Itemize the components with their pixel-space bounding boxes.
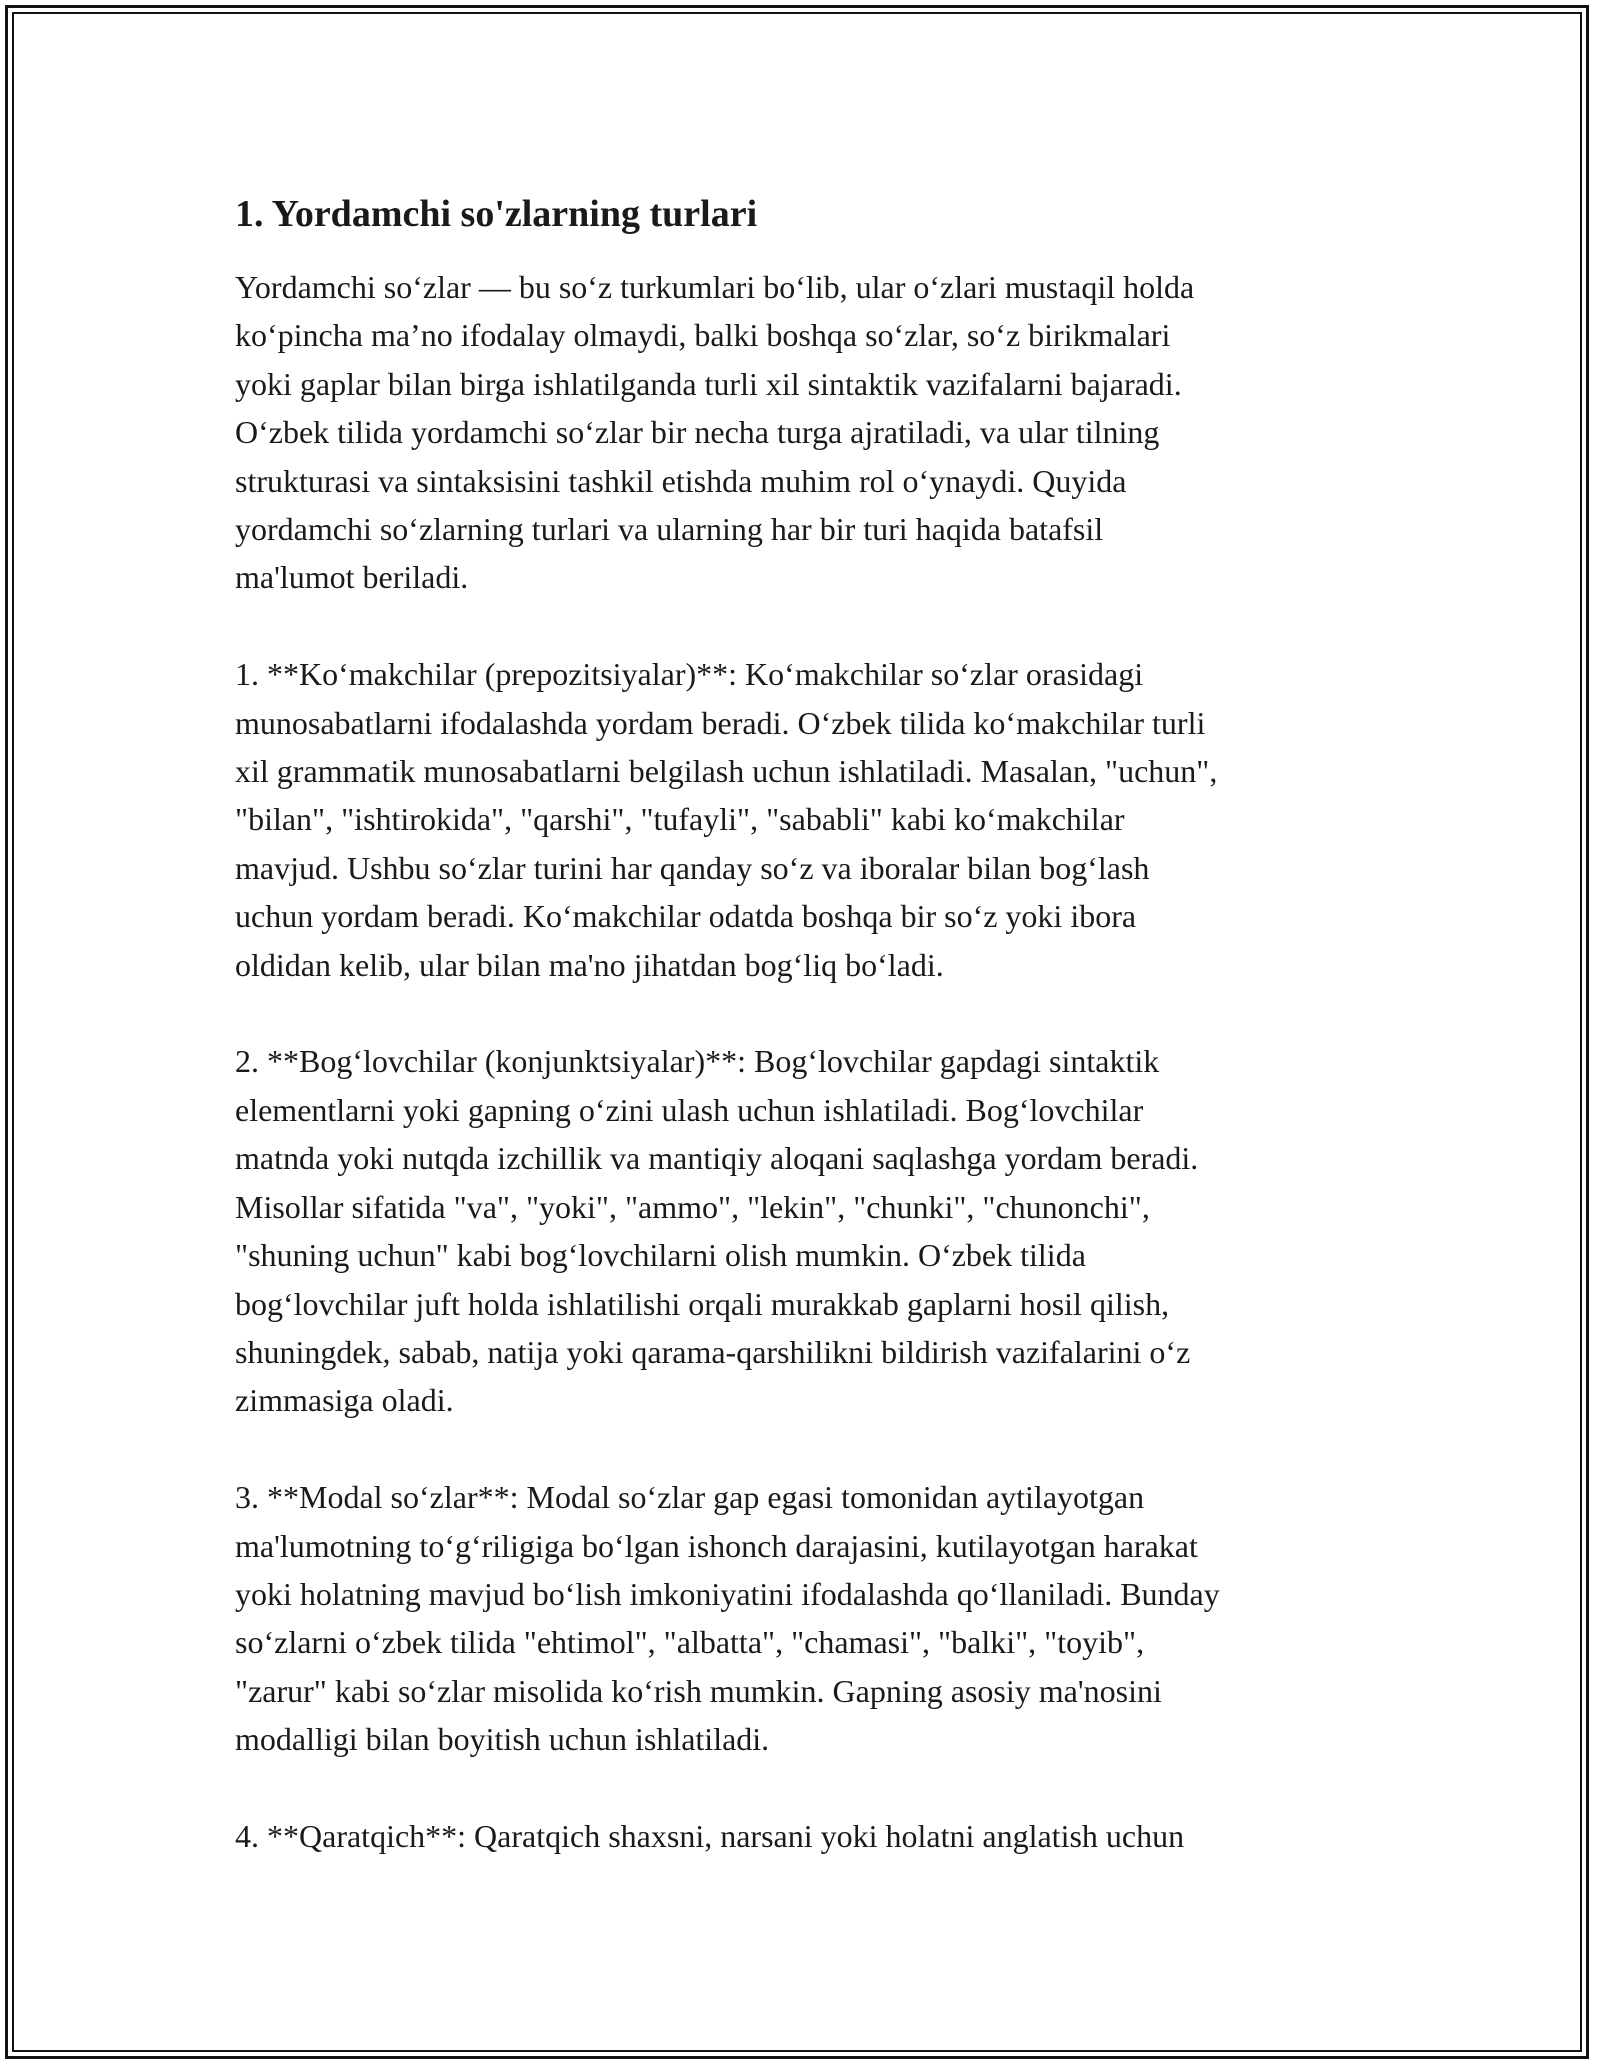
text-line: modalligi bilan boyitish uchun ishlatiladi. [235, 1721, 770, 1758]
text-line: strukturasi va sintaksisini tashkil etishda muhim rol oʻynaydi. Quyida [235, 462, 1127, 499]
text-line: Yordamchi soʻzlar — bu soʻz turkumlari boʻlib, ular oʻzlari mustaqil holda [235, 269, 1195, 305]
text-line: ma'lumot beriladi. [235, 559, 469, 596]
paragraph [235, 1473, 1375, 1763]
text-line: mavjud. Ushbu soʻzlar turini har qanday soʻz va iboralar bilan bogʻlash [235, 849, 1150, 886]
paragraph [235, 1812, 1375, 1860]
document-body [235, 185, 1375, 1909]
text-line: yoki holatning mavjud boʻlish imkoniyatini ifodalashda qoʻllaniladi. Bunday [235, 1575, 1220, 1612]
text-line: 3. **Modal soʻzlar**: Modal soʻzlar gap egasi tomonidan aytilayotgan [235, 1479, 1145, 1516]
text-line: shuningdek, sabab, natija yoki qarama-qarshilikni bildirish vazifalarini oʻz [235, 1333, 1191, 1370]
text-line: ma'lumotning toʻgʻriligiga boʻlgan ishonch darajasini, kutilayotgan harakat [235, 1527, 1198, 1564]
text-line: bogʻlovchilar juft holda ishlatilishi orqali murakkab gaplarni hosil qilish, [235, 1285, 1170, 1322]
text-line: "bilan", "ishtirokida", "qarshi", "tufayli", "sababli" kabi koʻmakchilar [235, 801, 1125, 838]
text-line: yoki gaplar bilan birga ishlatilganda turli xil sintaktik vazifalarni bajaradi. [235, 365, 1182, 402]
text-line: matnda yoki nutqda izchillik va mantiqiy aloqani saqlashga yordam beradi. [235, 1140, 1199, 1177]
text-line: yordamchi soʻzlarning turlari va ularning har bir turi haqida batafsil [235, 511, 1104, 548]
paragraph [235, 650, 1375, 989]
text-line: 2. **Bogʻlovchilar (konjunktsiyalar)**: Bogʻlovchilar gapdagi sintaktik [235, 1043, 1160, 1080]
section-title: 1. Yordamchi so'zlarning turlari [235, 193, 758, 235]
text-line: zimmasiga oladi. [235, 1382, 454, 1419]
text-line: xil grammatik munosabatlarni belgilash uchun ishlatiladi. Masalan, "uchun", [235, 753, 1218, 790]
text-line: oldidan kelib, ular bilan ma'no jihatdan bogʻliq boʻladi. [235, 946, 944, 983]
paragraph-list [235, 263, 1375, 1860]
text-line: koʻpincha maʼno ifodalay olmaydi, balki boshqa soʻzlar, soʻz birikmalari [235, 317, 1171, 354]
text-line: "zarur" kabi soʻzlar misolida koʻrish mumkin. Gapning asosiy ma'nosini [235, 1672, 1162, 1709]
text-line: Misollar sifatida "va", "yoki", "ammo", "lekin", "chunki", "chunonchi", [235, 1188, 1150, 1225]
text-line: 4. **Qaratqich**: Qaratqich shaxsni, narsani yoki holatni anglatish uchun [235, 1817, 1185, 1854]
text-line: elementlarni yoki gapning oʻzini ulash uchun ishlatiladi. Bogʻlovchilar [235, 1091, 1144, 1128]
text-line: munosabatlarni ifodalashda yordam beradi. Oʻzbek tilida koʻmakchilar turli [235, 704, 1206, 741]
text-line: 1. **Koʻmakchilar (prepozitsiyalar)**: Koʻmakchilar soʻzlar orasidagi [235, 656, 1144, 693]
text-line: Oʻzbek tilida yordamchi soʻzlar bir necha turga ajratiladi, va ular tilning [235, 414, 1160, 451]
paragraph [235, 1037, 1375, 1424]
text-line: "shuning uchun" kabi bogʻlovchilarni olish mumkin. Oʻzbek tilida [235, 1237, 1086, 1274]
text-line: soʻzlarni oʻzbek tilida "ehtimol", "albatta", "chamasi", "balki", "toyib", [235, 1624, 1145, 1661]
text-line: uchun yordam beradi. Koʻmakchilar odatda boshqa bir soʻz yoki ibora [235, 898, 1137, 935]
paragraph [235, 263, 1375, 602]
